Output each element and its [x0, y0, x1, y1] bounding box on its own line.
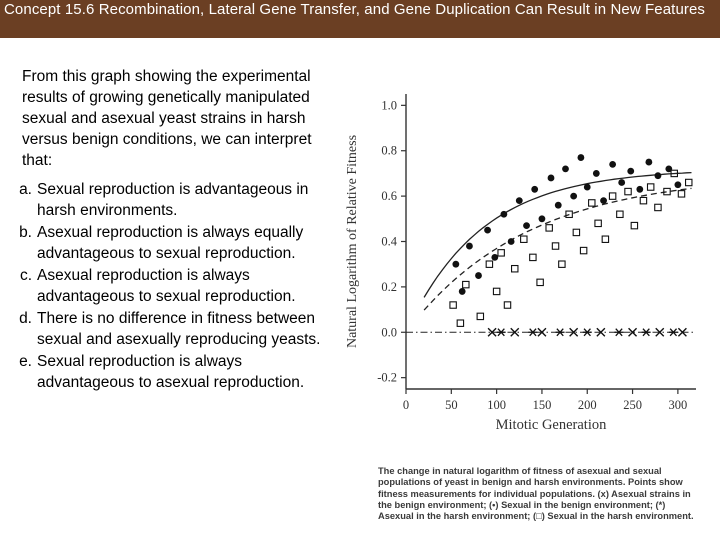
data-point: [580, 247, 586, 253]
slide-title-bar: [0, 0, 720, 38]
data-point: [516, 197, 523, 204]
data-point: [573, 229, 579, 235]
data-point: [686, 179, 692, 185]
data-point: [583, 329, 592, 336]
data-point: [457, 320, 463, 326]
data-point: [642, 329, 651, 336]
data-point: [452, 261, 459, 268]
data-point: [459, 288, 466, 295]
data-point: [498, 250, 504, 256]
data-point: [477, 313, 483, 319]
data-point: [555, 202, 562, 209]
data-point: [570, 193, 577, 200]
data-point: [593, 170, 600, 177]
data-point: [530, 254, 536, 260]
data-point: [669, 329, 678, 336]
data-point: [625, 188, 631, 194]
y-axis-label: Natural Logarithm of Relative Fitness: [345, 134, 360, 349]
data-point: [508, 238, 515, 245]
data-point: [493, 288, 499, 294]
data-point: [559, 261, 565, 267]
y-tick-label: 0.0: [381, 325, 397, 340]
data-point: [539, 215, 546, 222]
question-stem: From this graph showing the experimental results of growing genetically manipulated sexual and asexual yeast strains in harsh versus benign conditions, we can interpret that:: [22, 68, 312, 169]
choice-text: Sexual reproduction is always advantageous to asexual reproduction.: [37, 353, 305, 391]
data-point: [584, 184, 591, 191]
data-point: [562, 165, 569, 172]
x-tick-label: 100: [487, 398, 506, 412]
choice-letter: e.: [19, 353, 32, 370]
data-point: [631, 222, 637, 228]
choice-text: Asexual reproduction is always advantageous to sexual reproduction.: [37, 267, 296, 305]
data-point: [504, 302, 510, 308]
x-tick-label: 150: [532, 398, 552, 412]
data-point: [609, 193, 615, 199]
data-point: [512, 266, 518, 272]
data-point: [618, 179, 625, 186]
choice-d[interactable]: [14, 308, 329, 350]
data-point: [645, 159, 652, 166]
y-tick-label: -0.2: [377, 370, 397, 385]
y-tick-label: 0.2: [381, 279, 397, 294]
data-point: [556, 329, 565, 336]
choice-letter: a.: [19, 181, 32, 198]
data-point: [640, 197, 646, 203]
data-point: [521, 236, 527, 242]
chart-canvas: [340, 76, 708, 441]
data-point: [665, 165, 672, 172]
question-block: [14, 66, 329, 394]
data-point: [523, 222, 530, 229]
data-point: [655, 204, 661, 210]
data-point: [674, 181, 681, 188]
data-point: [531, 186, 538, 193]
data-point: [647, 184, 653, 190]
x-tick-label: 300: [668, 398, 688, 412]
data-point: [655, 172, 662, 179]
data-point: [500, 211, 507, 218]
x-tick-label: 50: [445, 398, 458, 412]
choice-e[interactable]: [14, 351, 329, 393]
y-tick-label: 1.0: [381, 98, 397, 113]
figure-caption: The change in natural logarithm of fitness of asexual and sexual populations of yeast in benign and harsh environments. Points show fitness measurements for individual populations. (x) Asexual strains in the benign environment; (•) Sexual in the benign environment; (*) Asexual in the harsh environment; (□) Sexual in the harsh environment.: [378, 466, 694, 522]
x-axis-label: Mitotic Generation: [495, 417, 607, 433]
data-point: [595, 220, 601, 226]
data-point: [589, 200, 595, 206]
choice-a[interactable]: [14, 179, 329, 221]
data-point: [548, 175, 555, 182]
data-point: [466, 243, 473, 250]
y-tick-label: 0.4: [381, 234, 397, 249]
choice-letter: b.: [19, 224, 32, 241]
choice-text: There is no difference in fitness between sexual and asexually reproducing yeasts.: [37, 310, 321, 348]
data-point: [578, 154, 585, 161]
data-point: [546, 225, 552, 231]
sexual-benign-fit: [424, 173, 691, 298]
data-point: [497, 329, 506, 336]
data-point: [617, 211, 623, 217]
data-point: [602, 236, 608, 242]
choice-text: Asexual reproduction is always equally advantageous to sexual reproduction.: [37, 224, 304, 262]
data-point: [600, 197, 607, 204]
y-tick-label: 0.8: [381, 143, 397, 158]
choice-letter: c.: [19, 267, 32, 284]
data-point: [475, 272, 482, 279]
scatter-plot: [340, 76, 708, 441]
data-point: [627, 168, 634, 175]
data-point: [463, 281, 469, 287]
data-point: [491, 254, 498, 261]
choice-b[interactable]: [14, 222, 329, 264]
figure-panel: [340, 76, 708, 538]
data-point: [614, 329, 623, 336]
answer-choices: [14, 179, 329, 393]
data-point: [528, 329, 537, 336]
data-point: [552, 243, 558, 249]
x-tick-label: 0: [402, 398, 410, 412]
choice-letter: d.: [19, 310, 32, 327]
data-point: [678, 191, 684, 197]
y-tick-label: 0.6: [381, 189, 397, 204]
data-point: [484, 227, 491, 234]
x-tick-label: 250: [623, 398, 642, 412]
data-point: [486, 261, 492, 267]
data-point: [537, 279, 543, 285]
page-title: Concept 15.6 Recombination, Lateral Gene Transfer, and Gene Duplication Can Result in New Features: [4, 1, 706, 18]
data-point: [609, 161, 616, 168]
slide-content: [0, 38, 720, 540]
x-tick-label: 200: [577, 398, 597, 412]
data-point: [450, 302, 456, 308]
data-point: [636, 186, 643, 193]
choice-text: Sexual reproduction is advantageous in harsh environments.: [37, 181, 309, 219]
choice-c[interactable]: [14, 265, 329, 307]
